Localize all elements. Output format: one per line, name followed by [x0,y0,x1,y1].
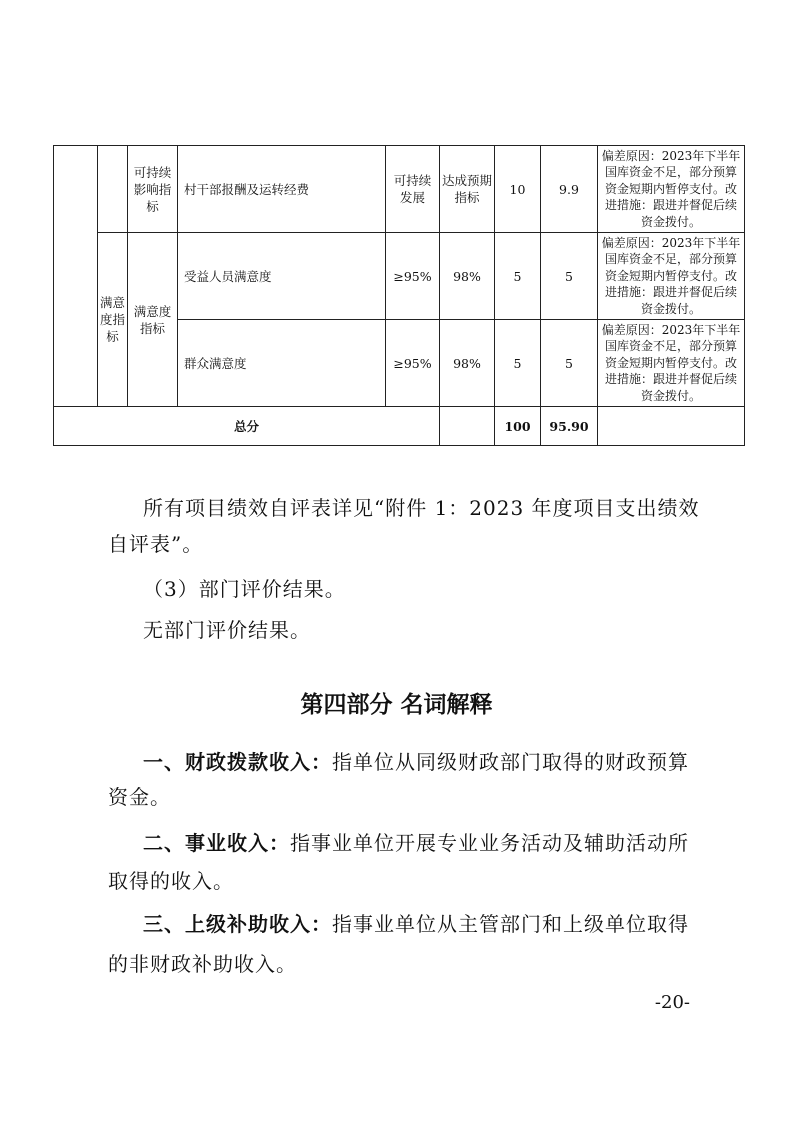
total-score: 95.90 [541,407,598,446]
level1-cell-empty [54,146,98,407]
table-row [54,146,745,233]
level2-cell: 满意度指标 [128,233,178,407]
definition-text: 指事业单位从主管部门和上级单位取得 [332,912,689,936]
definition-text: 指事业单位开展专业业务活动及辅助活动所 [290,831,689,855]
definition-term: 三、上级补助收入： [143,912,332,936]
section-heading: 第四部分 名词解释 [300,692,493,718]
total-weight: 100 [495,407,541,446]
level1-cell: 满意度指标 [98,233,128,407]
definition-term: 二、事业收入： [143,831,290,855]
definition-line [143,830,689,856]
score-cell: 5 [541,233,598,320]
weight-cell: 5 [495,233,541,320]
weight-cell: 5 [495,320,541,407]
definition-line [143,749,689,775]
actual-cell: 98% [440,320,495,407]
target-cell: ≥95% [386,233,440,320]
definition-line: 资金。 [108,785,171,809]
target-cell: 可持续发展 [386,146,440,233]
total-note-empty [598,407,745,446]
definition-line: 取得的收入。 [108,869,234,893]
total-label: 总分 [54,407,440,446]
level2-cell: 可持续影响指标 [128,146,178,233]
note-cell: 偏差原因：2023年下半年国库资金不足，部分预算资金短期内暂停支付。改进措施：跟进并督促后续资金拨付。 [598,320,745,407]
definition-term: 一、财政拨款收入： [143,750,332,774]
paragraph-line: 所有项目绩效自评表详见“附件 1：2023 年度项目支出绩效 [143,496,700,520]
indicator-cell: 村干部报酬及运转经费 [178,146,386,233]
paragraph-line: （3）部门评价结果。 [143,577,346,601]
indicator-cell: 群众满意度 [178,320,386,407]
performance-table [53,145,745,446]
score-cell: 5 [541,320,598,407]
page-number: -20- [654,992,690,1013]
paragraph-line: 自评表”。 [108,532,204,556]
definition-line: 的非财政补助收入。 [108,952,297,976]
definition-text: 指单位从同级财政部门取得的财政预算 [332,750,689,774]
level1-cell-empty [98,146,128,233]
definition-line [143,911,689,937]
indicator-cell: 受益人员满意度 [178,233,386,320]
actual-cell: 98% [440,233,495,320]
paragraph-line: 无部门评价结果。 [143,618,311,642]
note-cell: 偏差原因：2023年下半年国库资金不足，部分预算资金短期内暂停支付。改进措施：跟进并督促后续资金拨付。 [598,146,745,233]
actual-cell: 达成预期指标 [440,146,495,233]
target-cell: ≥95% [386,320,440,407]
weight-cell: 10 [495,146,541,233]
note-cell: 偏差原因：2023年下半年国库资金不足，部分预算资金短期内暂停支付。改进措施：跟进并督促后续资金拨付。 [598,233,745,320]
total-empty-cell [440,407,495,446]
score-cell: 9.9 [541,146,598,233]
total-row [54,407,745,446]
table-row [54,233,745,320]
